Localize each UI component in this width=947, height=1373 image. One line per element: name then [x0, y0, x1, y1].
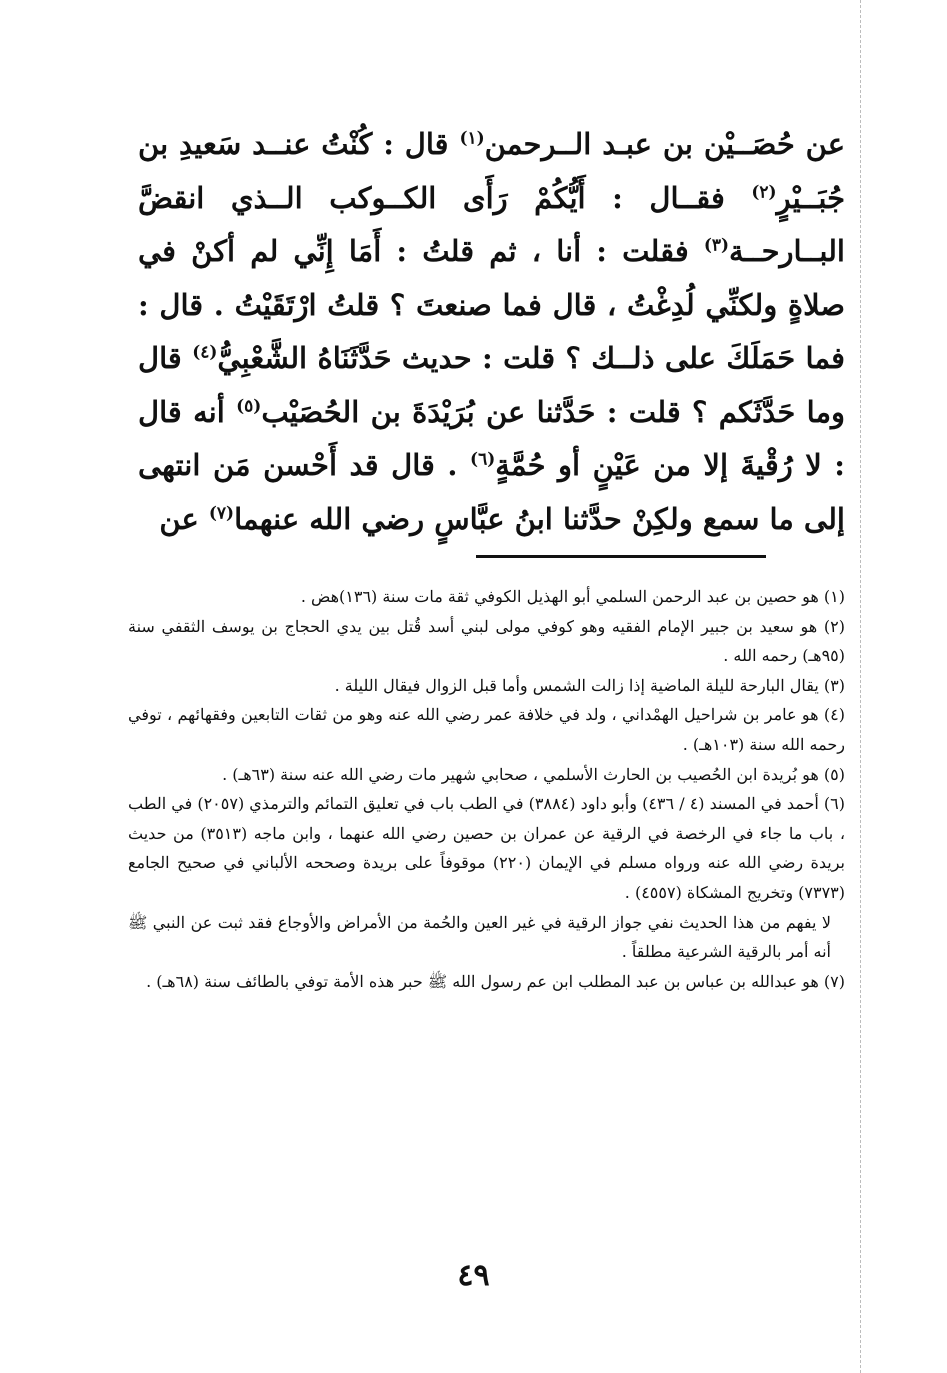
footnote-marker: (٦)	[470, 449, 496, 470]
footnote-marker: (٤)	[192, 342, 218, 363]
main-text-segment: عن	[159, 501, 209, 536]
footnote-separator	[476, 555, 766, 558]
footnote-marker: (٥)	[236, 395, 262, 416]
main-text-segment: قال : كُنْتُ عنــد سَعيدِ بن جُبَــيْرٍ	[138, 127, 845, 215]
footnote-1: (١) هو حصين بن عبد الرحمن السلمي أبو الهذيل الكوفي ثقة مات سنة (١٣٦)هض .	[300, 587, 845, 606]
main-text-segment: فقلت : أنا ، ثم قلتُ : أَمَا إِنِّي لم أكنْ في صلاةٍ ولكنِّي لُدِغْتُ ، قال فما صنعتَ ؟ قلتُ ارْتَقَيْتُ . قال : فما حَمَلَكَ على ذلــك ؟ قلت : حديث حَدَّثَنَاهُ الشَّعْبِيُّ	[138, 234, 845, 375]
main-text-segment: عن حُصَــيْن بن عبـد الــرحمن	[484, 127, 846, 161]
footnotes-section	[128, 582, 845, 996]
footnote-6-continuation: لا يفهم من هذا الحديث نفي جواز الرقية في غير العين والحُمة من الأمراض والأوجاع فقد ثبت عن النبي ﷺ أنه أمر بالرقية الشرعية مطلقاً .	[128, 912, 831, 962]
footnote-marker: (٢)	[751, 181, 777, 202]
footnote-marker: (٧)	[208, 502, 235, 523]
footnote-2: (٢) هو سعيد بن جبير الإمام الفقيه وهو كوفي مولى لبني أسد قُتل بين يدي الحجاج بن يوسف الثقفي سنة (٩٥هـ) رحمه الله .	[128, 616, 845, 666]
page-number: ٤٩	[457, 1258, 490, 1293]
main-text-segment: فقــال : أَيُّكُمْ رَأَى الكــوكب الــذي انقضَّ البــارحــة	[138, 180, 845, 268]
footnote-4: (٤) هو عامر بن شراحيل الهمْداني ، ولد في خلافة عمر رضي الله عنه وهو من ثقات التابعين وفقهائهم ، توفي رحمه الله سنة (١٠٣هـ) .	[128, 705, 846, 754]
footnote-marker: (١)	[459, 128, 485, 149]
main-text-segment: قال وما حَدَّثَكم ؟ قلت : حَدَّثنا عن بُرَيْدَةَ بن الحُصَيْب	[138, 341, 845, 429]
footnote-5: (٥) هو بُريدة ابن الحُصيب بن الحارث الأسلمي ، صحابي شهير مات رضي الله عنه سنة (٦٣هـ) .	[222, 764, 845, 784]
scan-edge-line	[860, 0, 861, 1373]
footnote-3: (٣) يقال البارحة لليلة الماضية إذا زالت الشمس وأما قبل الزوال فيقال الليلة .	[334, 675, 845, 695]
main-text-segment: . قال قد أَحْسن مَن انتهى إلى ما سمع ولكِنْ حدَّثنا ابنُ عبَّاسٍ رضي الله عنهما	[138, 448, 845, 536]
main-paragraph	[138, 118, 845, 546]
footnote-7: (٧) هو عبدالله بن عباس بن عبد المطلب ابن عم رسول الله ﷺ حبر هذه الأمة توفي بالطائف سنة (٦٨هـ) .	[146, 971, 845, 991]
main-text-segment: أنه قال : لا رُقْيةَ إلا من عَيْنٍ أو حُمَّةٍ	[138, 394, 845, 482]
footnote-marker: (٣)	[703, 235, 730, 256]
footnote-6: (٦) أحمد في المسند (٤ / ٤٣٦) وأبو داود (٣٨٨٤) في الطب باب في تعليق التمائم والترمذي (٢٠٥٧) في الطب ، باب ما جاء في الرخصة في الرقية عن عمران بن حصين رضي الله عنهما ، وابن ماجه (٣٥١٣) من حديث بريدة رضي الله عنه ورواه مسلم في الإيمان (٢٢٠) موقوفاً على بريدة وصححه الألباني في صحيح الجامع (٧٣٧٣) وتخريج المشكاة (٤٥٥٧) .	[128, 794, 846, 902]
